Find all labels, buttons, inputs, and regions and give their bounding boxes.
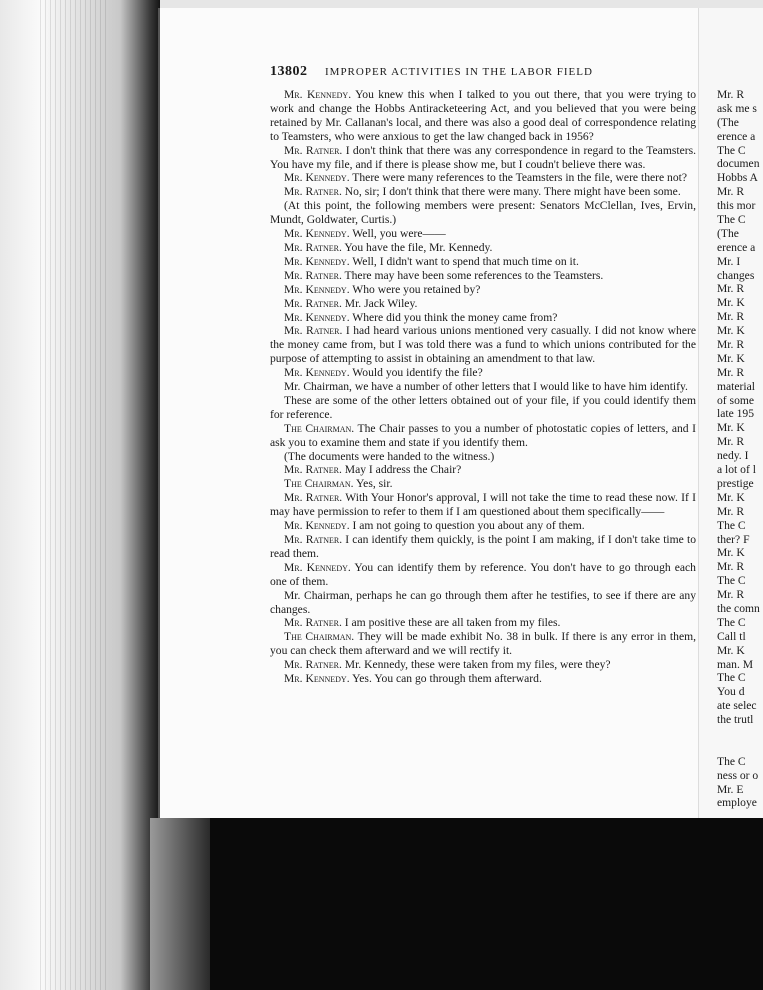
- transcript-paragraph: [270, 561, 696, 589]
- paragraph-text: You have the file, Mr. Kennedy.: [341, 240, 493, 254]
- right-page-line: of some: [717, 393, 755, 407]
- right-page-line: Hobbs A: [717, 171, 758, 185]
- paragraph-text: There were many references to the Teamsters in the file, were there not?: [349, 171, 688, 185]
- right-page-line: material: [717, 379, 755, 393]
- right-page-line: the trutl: [717, 713, 754, 727]
- right-page-line: Mr. K: [717, 546, 745, 560]
- paragraph-text: Well, you were——: [349, 227, 446, 241]
- transcript-body: [270, 88, 696, 686]
- right-page-edge: [698, 8, 763, 823]
- right-page-line: The C: [717, 754, 746, 768]
- transcript-paragraph: [270, 477, 696, 491]
- right-page-line: Mr. R: [717, 588, 745, 602]
- transcript-paragraph: [270, 255, 696, 269]
- right-page-line: Mr. R: [717, 504, 745, 518]
- transcript-paragraph: [270, 422, 696, 450]
- right-page-line: this mor: [717, 199, 756, 213]
- transcript-paragraph: [270, 450, 696, 464]
- speaker-label: Mr. Kennedy.: [284, 672, 350, 686]
- transcript-paragraph: [270, 227, 696, 241]
- transcript-paragraph: [270, 630, 696, 658]
- paragraph-text: Mr. Kennedy, these were taken from my files, were they?: [341, 658, 611, 672]
- speaker-label: Mr. Ratner.: [284, 616, 342, 630]
- speaker-label: Mr. Kennedy.: [284, 366, 350, 380]
- right-page-line: The C: [717, 213, 746, 227]
- paragraph-text: I am positive these are all taken from my files.: [341, 616, 561, 630]
- right-page-line: Mr. R: [717, 310, 745, 324]
- right-page-line: man. M: [717, 657, 754, 671]
- paragraph-text: Yes, sir.: [353, 477, 393, 491]
- transcript-paragraph: [270, 269, 696, 283]
- right-page-line: (The: [717, 115, 739, 129]
- speaker-label: The Chairman.: [284, 630, 355, 644]
- right-page-line: Mr. K: [717, 421, 745, 435]
- speaker-label: Mr. Ratner.: [284, 143, 343, 157]
- right-page-line: The C: [717, 143, 746, 157]
- paragraph-text: I am not going to question you about any of them.: [349, 519, 585, 533]
- speaker-label: The Chairman.: [284, 421, 355, 435]
- speaker-label: Mr. Ratner.: [284, 324, 343, 338]
- transcript-paragraph: [270, 297, 696, 311]
- right-page-line: ther? F: [717, 532, 750, 546]
- transcript-paragraph: [270, 283, 696, 297]
- right-page-line: nedy. I: [717, 449, 749, 463]
- paragraph-text: Yes. You can go through them afterward.: [349, 672, 542, 686]
- right-page-line: Mr. R: [717, 560, 745, 574]
- transcript-paragraph: [270, 171, 696, 185]
- right-page-line: the comn: [717, 601, 760, 615]
- transcript-paragraph: [270, 241, 696, 255]
- right-page-line: The C: [717, 671, 746, 685]
- right-page-line: [717, 727, 763, 741]
- speaker-label: Mr. Kennedy.: [284, 227, 350, 241]
- right-page-line: Mr. R: [717, 282, 745, 296]
- page-number: 13802: [270, 64, 308, 79]
- right-page-line: Mr. K: [717, 351, 745, 365]
- right-page-line: Mr. K: [717, 643, 745, 657]
- paragraph-text: They will be made exhibit No. 38 in bulk. If there is any error in them, you can check them afterward and we will rectify it.: [270, 630, 697, 658]
- paragraph-text: Mr. Chairman, we have a number of other letters that I would like to have him identify.: [284, 380, 688, 394]
- right-page-line: Mr. R: [717, 435, 745, 449]
- right-page-line: (The: [717, 226, 739, 240]
- paragraph-text: No, sir; I don't think that there were many. There might have been some.: [341, 185, 681, 199]
- right-page-line: You d: [717, 685, 745, 699]
- right-page-line: [717, 741, 763, 755]
- paragraph-text: You can identify them by reference. You don't have to go through each one of them.: [270, 560, 696, 588]
- speaker-label: Mr. Ratner.: [284, 185, 342, 199]
- paragraph-text: (At this point, the following members were present: Senators McClellan, Ives, Ervin, Mundt, Goldwater, Curtis.): [270, 199, 696, 227]
- scan-bottom-dark-area: [150, 818, 763, 990]
- speaker-label: Mr. Kennedy.: [284, 88, 352, 101]
- right-page-line: employe: [717, 796, 757, 810]
- right-page-line: documen: [717, 157, 760, 171]
- paragraph-text: I can identify them quickly, is the point I am making, if I don't take time to read them.: [270, 533, 696, 560]
- running-head: IMPROPER ACTIVITIES IN THE LABOR FIELD: [325, 66, 593, 78]
- paragraph-text: Well, I didn't want to spend that much time on it.: [349, 254, 579, 268]
- paragraph-text: Would you identify the file?: [349, 366, 483, 380]
- scan-bottom-left-gradient: [150, 818, 210, 990]
- left-page: [158, 8, 700, 823]
- right-page-line: Mr. R: [717, 365, 745, 379]
- right-page-line: The C: [717, 615, 746, 629]
- speaker-label: Mr. Kennedy.: [284, 254, 350, 268]
- transcript-paragraph: [270, 658, 696, 672]
- transcript-paragraph: [270, 463, 696, 477]
- right-page-line: Mr. E: [717, 782, 744, 796]
- right-page-line: erence a: [717, 240, 756, 254]
- speaker-label: Mr. Kennedy.: [284, 560, 351, 574]
- speaker-label: Mr. Kennedy.: [284, 171, 350, 185]
- transcript-paragraph: [270, 366, 696, 380]
- paragraph-text: Who were you retained by?: [349, 282, 481, 296]
- transcript-paragraph: [270, 616, 696, 630]
- speaker-label: The Chairman.: [284, 477, 354, 491]
- speaker-label: Mr. Ratner.: [284, 491, 343, 505]
- right-page-line: ate selec: [717, 699, 757, 713]
- transcript-paragraph: [270, 199, 696, 227]
- right-page-line: changes: [717, 268, 755, 282]
- speaker-label: Mr. Kennedy.: [284, 519, 350, 533]
- paragraph-text: (The documents were handed to the witness.): [284, 449, 495, 463]
- speaker-label: Mr. Ratner.: [284, 240, 342, 254]
- transcript-paragraph: [270, 185, 696, 199]
- transcript-paragraph: [270, 394, 696, 422]
- paragraph-text: I don't think that there was any correspondence in regard to the Teamsters. You have my file, and if there is please show me, but I coudn't believe there was.: [270, 143, 696, 171]
- paragraph-text: These are some of the other letters obtained out of your file, if you could identify them for reference.: [270, 393, 696, 421]
- right-page-line: The C: [717, 574, 746, 588]
- paragraph-text: With Your Honor's approval, I will not take the time to read these now. If I may have permission to refer to them if I am questioned about them specifically——: [270, 491, 697, 519]
- right-page-line: Call tl: [717, 629, 746, 643]
- speaker-label: Mr. Ratner.: [284, 268, 342, 282]
- right-page-line: late 195: [717, 407, 755, 421]
- speaker-label: Mr. Kennedy.: [284, 282, 350, 296]
- paragraph-text: There may have been some references to the Teamsters.: [341, 268, 604, 282]
- transcript-paragraph: [270, 311, 696, 325]
- right-page-line: Mr. K: [717, 324, 745, 338]
- right-page-line: Mr. K: [717, 296, 745, 310]
- paragraph-text: May I address the Chair?: [341, 463, 462, 477]
- scan-texture: [40, 0, 110, 990]
- transcript-paragraph: [270, 380, 696, 394]
- right-page-line: ask me s: [717, 101, 757, 115]
- speaker-label: Mr. Ratner.: [284, 463, 342, 477]
- transcript-paragraph: [270, 88, 696, 144]
- paragraph-text: Where did you think the money came from?: [349, 310, 558, 324]
- transcript-paragraph: [270, 324, 696, 366]
- right-page-fragments: [717, 88, 763, 810]
- right-page-line: Mr. R: [717, 338, 745, 352]
- page-header: [270, 64, 593, 80]
- paragraph-text: I had heard various unions mentioned very casually. I did not know where the money came from, but I was told there was a fund to which unions contributed for the purpose of attempting to assist in obtaining an amendment to that law.: [270, 324, 696, 366]
- transcript-paragraph: [270, 589, 696, 617]
- right-page-line: The C: [717, 518, 746, 532]
- transcript-paragraph: [270, 672, 696, 686]
- right-page-line: ness or o: [717, 768, 759, 782]
- transcript-paragraph: [270, 533, 696, 561]
- paragraph-text: You knew this when I talked to you out there, that you were trying to work and change the Hobbs Antiracketeering Act, and you believed that you were being retained by Mr. Callanan's local, and there was also a good deal of correspondence relating to Teamsters, who were anxious to get the law changed back in 1956?: [270, 88, 696, 143]
- paragraph-text: Mr. Chairman, perhaps he can go through them after he testifies, to see if there are any changes.: [270, 588, 696, 616]
- transcript-paragraph: [270, 519, 696, 533]
- right-page-line: erence a: [717, 129, 756, 143]
- speaker-label: Mr. Ratner.: [284, 296, 342, 310]
- speaker-label: Mr. Ratner.: [284, 533, 343, 546]
- right-page-line: Mr. R: [717, 88, 745, 101]
- right-page-line: Mr. K: [717, 490, 745, 504]
- paragraph-text: The Chair passes to you a number of photostatic copies of letters, and I ask you to examine them and state if you identify them.: [270, 421, 697, 449]
- speaker-label: Mr. Ratner.: [284, 658, 342, 672]
- transcript-paragraph: [270, 491, 696, 519]
- right-page-line: Mr. R: [717, 185, 745, 199]
- right-page-line: a lot of l: [717, 463, 756, 477]
- right-page-line: prestige: [717, 476, 754, 490]
- paragraph-text: Mr. Jack Wiley.: [341, 296, 418, 310]
- transcript-paragraph: [270, 144, 696, 172]
- speaker-label: Mr. Kennedy.: [284, 310, 350, 324]
- right-page-line: Mr. I: [717, 254, 741, 268]
